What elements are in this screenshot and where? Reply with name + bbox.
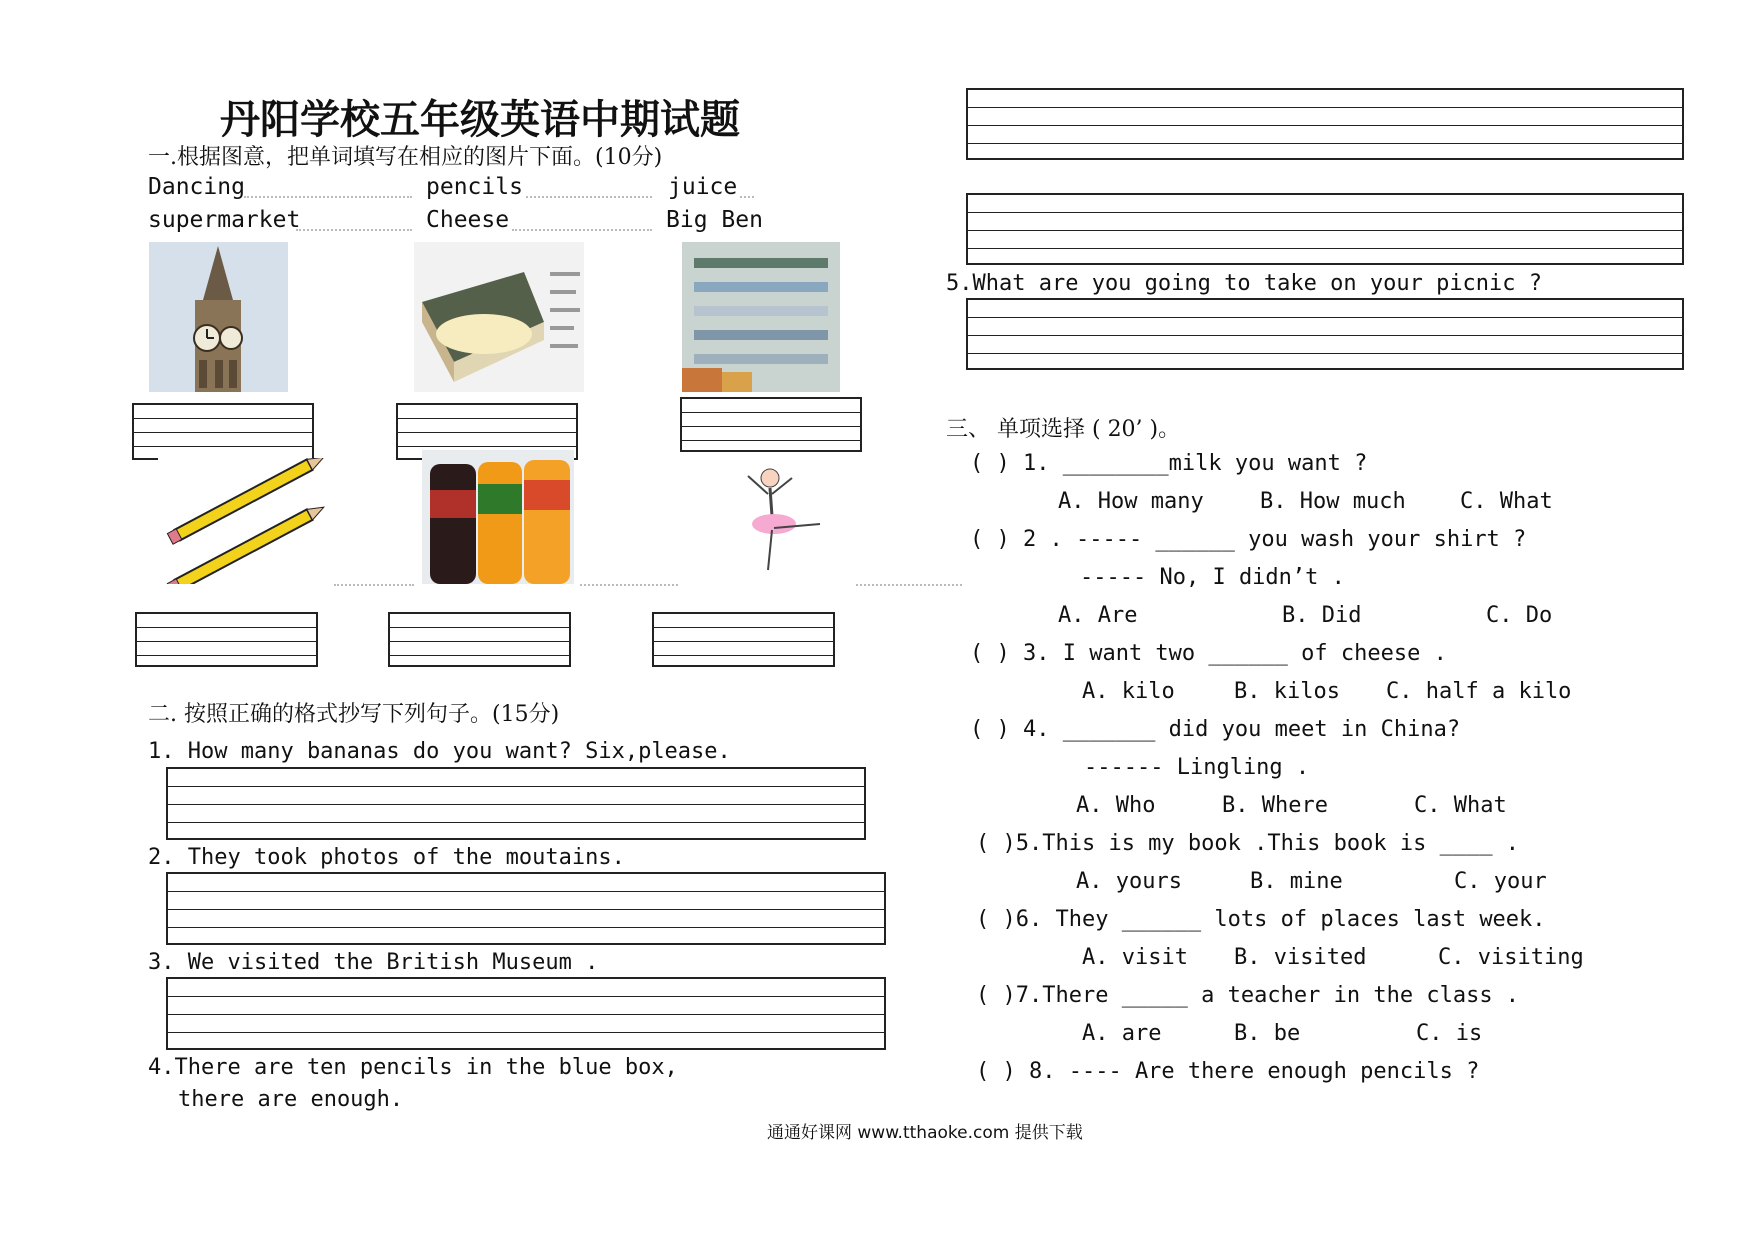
mc-question-7: ( )7.There _____ a teacher in the class .: [976, 983, 1520, 1008]
supermarket-picture: [682, 242, 840, 392]
footer-credit: 通通好课网 www.tthaoke.com 提供下载: [767, 1123, 1083, 1143]
copy-lines-2[interactable]: [166, 872, 886, 945]
mc-4-option-a[interactable]: A. Who: [1076, 793, 1156, 818]
mc-2-option-c[interactable]: C. Do: [1486, 603, 1553, 628]
section1-heading: 一.根据图意，把单词填写在相应的图片下面。(10分): [148, 145, 663, 170]
word-dancing: Dancing: [148, 174, 245, 200]
mc-question-3: ( ) 3. I want two ______ of cheese .: [970, 641, 1447, 666]
dancer-picture: [740, 466, 836, 576]
copy-lines-4a[interactable]: [966, 88, 1684, 160]
mc-question-4: ( ) 4. _______ did you meet in China?: [970, 717, 1461, 742]
sentence-1: 1. How many bananas do you want? Six,please.: [148, 739, 731, 764]
mc-7-option-a[interactable]: A. are: [1082, 1021, 1162, 1046]
answer-box-3[interactable]: [680, 397, 862, 452]
answer-box-4[interactable]: [135, 612, 318, 667]
mc-2-answer: ----- No, I didn’t .: [1080, 565, 1345, 590]
word-big-ben: Big Ben: [666, 207, 763, 233]
mc-4-option-c[interactable]: C. What: [1414, 793, 1507, 818]
mc-5-option-a[interactable]: A. yours: [1076, 869, 1182, 894]
answer-box-5[interactable]: [388, 612, 571, 667]
word-cheese: Cheese: [426, 207, 510, 233]
sentence-2: 2. They took photos of the moutains.: [148, 845, 625, 870]
mc-4-answer: ------ Lingling .: [1084, 755, 1310, 780]
copy-lines-5[interactable]: [966, 298, 1684, 370]
mc-3-option-c[interactable]: C. half a kilo: [1386, 679, 1572, 704]
copy-lines-3[interactable]: [166, 977, 886, 1050]
mc-6-option-a[interactable]: A. visit: [1082, 945, 1188, 970]
sentence-4-line1: 4.There are ten pencils in the blue box,: [148, 1055, 678, 1080]
mc-question-2: ( ) 2 . ----- ______ you wash your shirt ?: [970, 527, 1527, 552]
copy-lines-1[interactable]: [166, 767, 866, 840]
mc-1-option-a[interactable]: A. How many: [1058, 489, 1204, 514]
mc-5-option-b[interactable]: B. mine: [1250, 869, 1343, 894]
section3-heading: 三、 单项选择 ( 20’ )。: [946, 417, 1181, 442]
cheese-cake-picture: [414, 242, 584, 392]
mc-7-option-b[interactable]: B. be: [1234, 1021, 1301, 1046]
sentence-3: 3. We visited the British Museum .: [148, 950, 599, 975]
mc-3-option-a[interactable]: A. kilo: [1082, 679, 1175, 704]
word-pencils: pencils: [426, 174, 523, 200]
mc-1-option-c[interactable]: C. What: [1460, 489, 1553, 514]
mc-5-option-c[interactable]: C. your: [1454, 869, 1547, 894]
mc-question-6: ( )6. They ______ lots of places last week.: [976, 907, 1546, 932]
sentence-4-line2: there are enough.: [178, 1087, 404, 1112]
mc-2-option-a[interactable]: A. Are: [1058, 603, 1138, 628]
mc-6-option-b[interactable]: B. visited: [1234, 945, 1367, 970]
mc-7-option-c[interactable]: C. is: [1416, 1021, 1483, 1046]
pencils-picture: [158, 458, 336, 584]
exam-title: 丹阳学校五年级英语中期试题: [220, 96, 740, 143]
word-juice: juice: [668, 174, 738, 200]
mc-question-5: ( )5.This is my book .This book is ____ .: [976, 831, 1520, 856]
word-supermarket: supermarket: [148, 207, 301, 233]
copy-lines-4b[interactable]: [966, 193, 1684, 265]
mc-3-option-b[interactable]: B. kilos: [1234, 679, 1340, 704]
answer-box-6[interactable]: [652, 612, 835, 667]
question-5-text: 5.What are you going to take on your picnic ?: [946, 271, 1543, 296]
section2-heading: 二. 按照正确的格式抄写下列句子。(15分): [148, 702, 560, 727]
answer-box-1[interactable]: [132, 403, 314, 460]
mc-question-1: ( ) 1. ________milk you want ?: [970, 451, 1368, 476]
juice-picture: [422, 450, 574, 584]
mc-2-option-b[interactable]: B. Did: [1282, 603, 1362, 628]
mc-question-8: ( ) 8. ---- Are there enough pencils ?: [976, 1059, 1480, 1084]
mc-6-option-c[interactable]: C. visiting: [1438, 945, 1584, 970]
mc-1-option-b[interactable]: B. How much: [1260, 489, 1406, 514]
big-ben-picture: [149, 242, 288, 392]
mc-4-option-b[interactable]: B. Where: [1222, 793, 1328, 818]
